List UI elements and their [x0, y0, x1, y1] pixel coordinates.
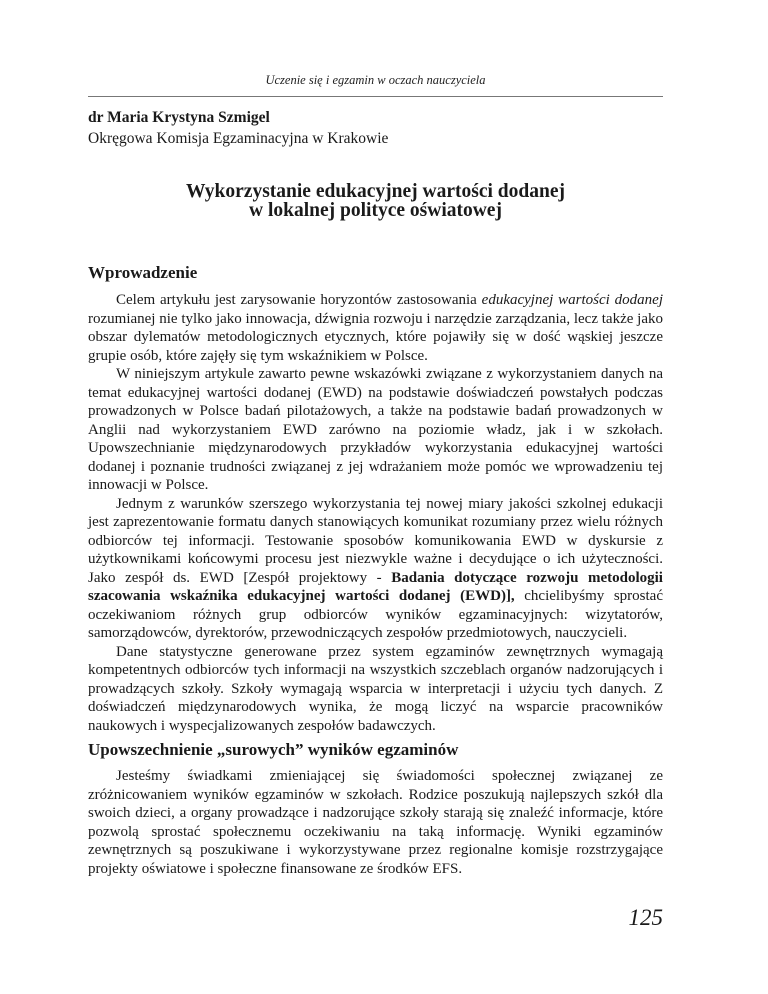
section-raw-results-body [88, 767, 663, 878]
section-heading-introduction: Wprowadzenie [88, 263, 198, 282]
section-introduction-body [88, 291, 663, 735]
author-affiliation: Okręgowa Komisja Egzaminacyjna w Krakowie [88, 130, 389, 147]
article-title [88, 182, 663, 220]
article-title-line1: Wykorzystanie edukacyjnej wartości dodanej [186, 181, 565, 202]
running-header: Uczenie się i egzamin w oczach nauczyciela [265, 73, 486, 87]
project-name: Badania dotyczące rozwoju metodologii szacowania wskaźnika edukacyjnej wartości dodanej (EWD)], [88, 569, 663, 604]
header-rule [88, 96, 663, 97]
article-title-line2: w lokalnej polityce oświatowej [249, 200, 502, 221]
paragraph: Dane statystyczne generowane przez system egzaminów zewnętrznych wymagają kompetentnych odbiorców tych informacji na wszystkich szczeblach organów nadzorujących i prowadzących szkoły. Szkoły wymagają wsparcia w interpretacji i użyciu tych danych. Z doświadczeń międzynarodowych wynika, że mogą liczyć na wsparcie pracowników naukowych i wyspecjalizowanych zespołów badawczych. [88, 643, 663, 734]
emphasis: edukacyjnej wartości dodanej [481, 292, 663, 308]
paragraph: Jednym z warunków szerszego wykorzystania tej nowej miary jakości szkolnej edukacji jest zaprezentowanie formatu danych stanowiących komunikat rozumiany przez wielu różnych odbiorców tej informacji. Testowanie sposobów komunikowania EWD w dyskursie z użytkownikami końcowymi procesu jest niezwykle ważne i decydujące o ich użyteczności. Jako zespół ds. EWD [Zespół projektowy - Badania dotyczące rozwoju metodologii szacowania wskaźnika edukacyjnej wartości dodanej (EWD)], chcielibyśmy sprostać oczekiwaniom różnych grup odbiorców wyników egzaminacyjnych: wizytatorów, samorządowców, dyrektorów, przewodniczących zespołów przedmiotowych, nauczycieli. [88, 495, 663, 641]
page-number: 125 [628, 905, 663, 930]
paragraph: Celem artykułu jest zarysowanie horyzontów zastosowania edukacyjnej wartości dodanej rozumianej nie tylko jako innowacja, dźwignia rozwoju i narzędzie zarządzania, lecz także jako obszar dylematów metodologicznych etycznych, które pojawiły się w dość wąskiej jeszcze grupie osób, które zajęły się tym wskaźnikiem w Polsce. [88, 292, 663, 364]
section-heading-raw-results: Upowszechnienie „surowych” wyników egzaminów [88, 740, 459, 759]
author-name: dr Maria Krystyna Szmigel [88, 109, 270, 126]
paragraph: Jesteśmy świadkami zmieniającej się świadomości społecznej związanej ze zróżnicowaniem wyników egzaminów w szkołach. Rodzice poszukują najlepszych szkół dla swoich dzieci, a organy prowadzące i nadzorujące szkoły starają się znaleźć informacje, które pozwolą sprostać społecznemu oczekiwaniu na taką informację. Wyniki egzaminów zewnętrznych są poszukiwane i wykorzystywane przez regionalne komisje rozstrzygające projekty oświatowe i społeczne finansowane ze środków EFS. [88, 768, 663, 877]
paragraph: W niniejszym artykule zawarto pewne wskazówki związane z wykorzystaniem danych na temat edukacyjnej wartości dodanej (EWD) na podstawie doświadczeń powstałych podczas prowadzonych w Polsce badań pilotażowych, a także na podstawie badań prowadzonych w Anglii nad wykorzystaniem EWD zarówno na poziomie władz, jak i w szkołach. Upowszechnianie międzynarodowych przykładów wykorzystania edukacyjnej wartości dodanej i poznanie trudności związanej z jej wdrażaniem może pomóc we wprowadzeniu tej innowacji w Polsce. [88, 366, 663, 493]
